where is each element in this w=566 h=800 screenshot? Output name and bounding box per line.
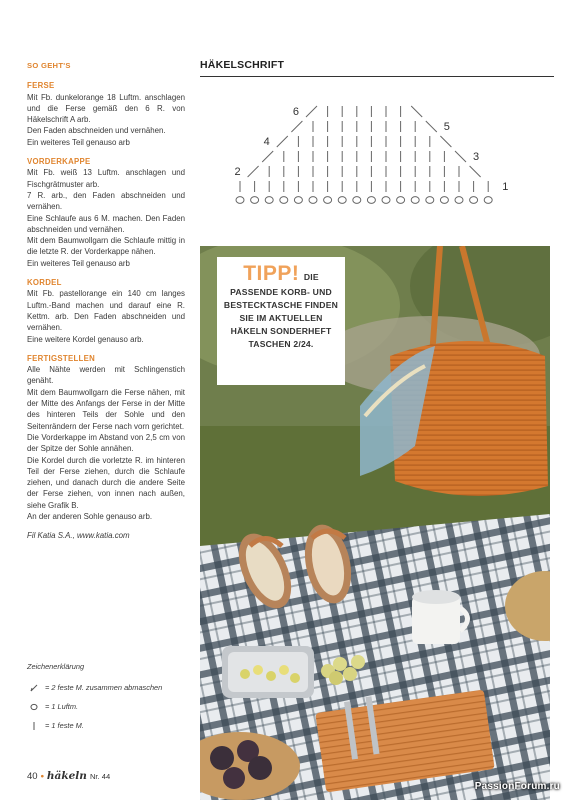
chain-stitch	[470, 197, 478, 204]
instructions-column	[27, 60, 185, 542]
paragraph: Alle Nähte werden mit Schlingenstich genäht.	[27, 365, 185, 386]
legend-text: = 1 Luftm.	[45, 702, 79, 711]
paragraph: Mit Fb. pastellorange ein 140 cm langes Luftm.-Band machen und darauf eine R. Kettm. arb. Den Faden abschneiden und vernähen.	[27, 289, 185, 333]
title-divider	[200, 76, 554, 77]
tip-box	[217, 257, 345, 385]
row-number-label: 6	[292, 106, 299, 118]
section-heading: KORDEL	[27, 278, 62, 288]
page-number: 40	[27, 771, 38, 782]
tip-line: TASCHEN 2/24.	[248, 339, 314, 349]
single-crochet-bar-icon	[27, 721, 41, 731]
chain-stitch	[280, 197, 288, 204]
row-number-label: 1	[502, 181, 509, 193]
chain-stitch	[294, 197, 302, 204]
kicker: SO GEHT'S	[27, 61, 71, 70]
paragraph: Den Faden abschneiden und vernähen.	[27, 126, 166, 136]
decrease-stitch	[440, 136, 451, 147]
row-number-label: 5	[443, 121, 450, 133]
chain-stitch	[484, 197, 492, 204]
decrease-stitch	[426, 121, 437, 132]
decrease-stitch	[455, 151, 466, 162]
symbol-legend	[27, 662, 197, 735]
tip-line: BESTECKTASCHE FINDEN	[223, 300, 339, 310]
section-heading: VORDERKAPPE	[27, 157, 91, 167]
row-number-label: 2	[234, 166, 241, 178]
section-heading: FERTIGSTELLEN	[27, 353, 96, 363]
paragraph: Die Vorderkappe im Abstand von 2,5 cm von der Spitze der Sohle annähen.	[27, 432, 185, 454]
legend-title: Zeichenerklärung	[27, 662, 85, 671]
row-number-label: 4	[263, 136, 270, 148]
tip-line: PASSENDE KORB- UND	[230, 287, 332, 297]
legend-item	[27, 697, 197, 716]
chain-oval-icon	[27, 702, 41, 712]
magazine-brand: häkeln	[46, 770, 87, 782]
decrease-symbol-icon	[27, 683, 41, 693]
section-fertigstellen	[27, 353, 185, 522]
tip-heading: TIPP!	[243, 262, 300, 285]
chain-stitch	[353, 197, 361, 204]
paragraph: Mit dem Baumwollgarn die Ferse nähen, mit der Mitte des Anfangs der Ferse in der Mitte des hinteren Teils der Sohle und den Seitenrändern der Ferse nach vorn gerichtet.	[27, 387, 185, 431]
decrease-stitch	[291, 121, 302, 132]
paragraph: Die Kordel durch die vorletzte R. im hinteren Teil der Ferse ziehen, durch die Schlaufe ziehen, und danach durch die andere Seite der Ferse ziehen, von innen nach außen, siehe Grafik B.	[27, 455, 185, 510]
chain-stitch	[455, 197, 463, 204]
decrease-stitch	[262, 151, 273, 162]
chain-stitch	[265, 197, 273, 204]
page-footer	[27, 770, 110, 782]
tip-first-line	[217, 264, 345, 286]
paragraph: Mit dem Baumwollgarn die Schlaufe mittig in die letzte R. der Vorderkappe nähen.	[27, 236, 185, 257]
crochet-chart	[200, 90, 520, 214]
chain-stitch	[440, 197, 448, 204]
chain-stitch	[251, 197, 259, 204]
chain-stitch	[411, 197, 419, 204]
yarn-credit: Fil Katia S.A., www.katia.com	[27, 531, 130, 541]
decrease-stitch	[470, 166, 481, 177]
paragraph: Eine weitere Kordel genauso arb.	[27, 334, 144, 344]
legend-item	[27, 716, 197, 735]
decrease-stitch	[248, 166, 259, 177]
paragraph: 7 R. arb., den Faden abschneiden und vernähen.	[27, 190, 185, 212]
legend-item	[27, 678, 197, 697]
tip-line: SIE IM AKTUELLEN	[239, 313, 323, 323]
chain-stitch	[426, 197, 434, 204]
legend-text: = 2 feste M. zusammen abmaschen	[45, 683, 163, 692]
chain-stitch	[382, 197, 390, 204]
chain-stitch	[338, 197, 346, 204]
paragraph: An der anderen Sohle genauso arb.	[27, 511, 153, 521]
paragraph: Mit Fb. dunkelorange 18 Luftm. anschlagen und die Ferse gemäß den 6 R. von Häkelschrift A arb.	[27, 92, 185, 125]
paragraph: Eine Schlaufe aus 6 M. machen. Den Faden abschneiden und vernähen.	[27, 213, 185, 234]
decrease-stitch	[277, 136, 288, 147]
paragraph: Ein weiteres Teil genauso arb	[27, 137, 130, 147]
paragraph: Mit Fb. weiß 13 Luftm. anschlagen und Fischgrätmuster arb.	[27, 168, 185, 189]
section-ferse	[27, 80, 185, 148]
issue-number: Nr. 44	[89, 772, 111, 781]
chain-stitch	[309, 197, 317, 204]
row-number-label: 3	[473, 151, 480, 163]
chain-stitch	[367, 197, 375, 204]
section-vorderkappe	[27, 156, 185, 269]
legend-text: = 1 feste M.	[45, 721, 84, 730]
tip-line: HÄKELN SONDERHEFT	[230, 326, 332, 336]
tip-line: DIE	[303, 272, 319, 282]
diagram-title: HÄKELSCHRIFT	[200, 59, 285, 71]
chain-stitch	[324, 197, 332, 204]
section-heading: FERSE	[27, 81, 55, 91]
chain-stitch	[397, 197, 405, 204]
decrease-stitch	[411, 106, 422, 117]
decrease-stitch	[306, 106, 317, 117]
bullet-separator: •	[40, 771, 44, 782]
site-watermark: PassionForum.ru	[474, 781, 560, 792]
paragraph: Ein weiteres Teil genauso arb	[27, 258, 130, 268]
chain-stitch	[236, 197, 244, 204]
section-kordel	[27, 277, 185, 345]
